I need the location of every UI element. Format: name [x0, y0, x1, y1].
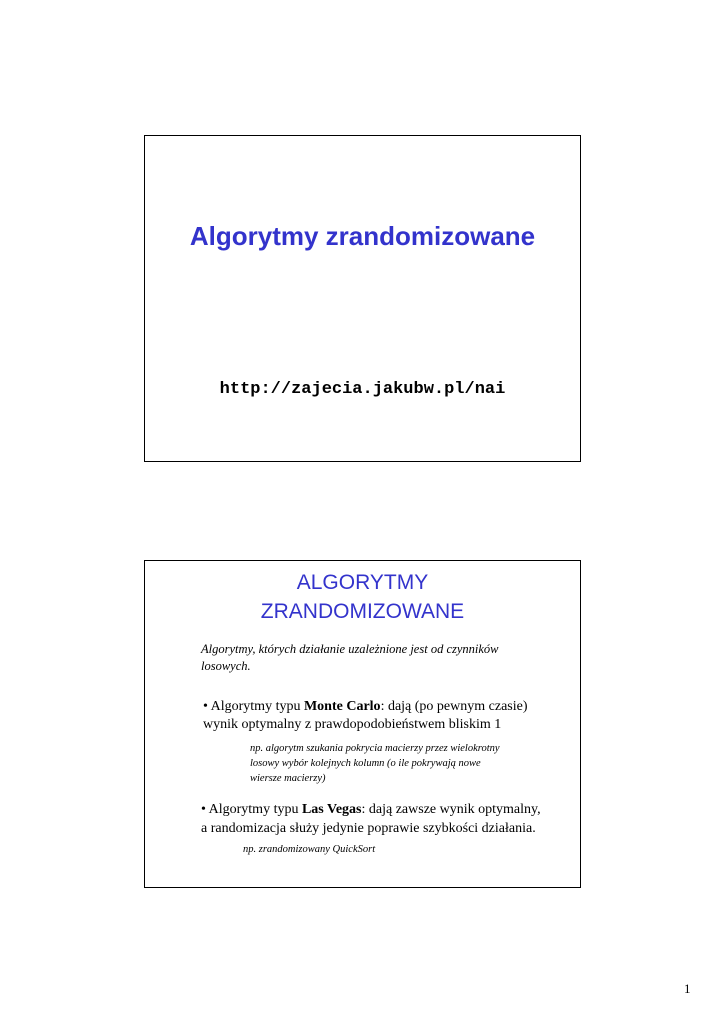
slide-heading-line: ZRANDOMIZOWANE [260, 600, 465, 623]
bullet-term: Las Vegas [301, 802, 362, 817]
example-line: np. algorytm szukania pokrycia macierzy przez wielokrotny [250, 743, 500, 754]
bullet-line: wynik optymalny z prawdopodobieństwem bliskim 1 [203, 717, 502, 732]
course-url: http://zajecia.jakubw.pl/nai [219, 380, 506, 399]
example-las-vegas: np. zrandomizowany QuickSort [243, 844, 376, 855]
definition-line: Algorytmy, których działanie uzależnione jest od czynników [201, 642, 499, 656]
bullet-rest: : dają (po pewnym czasie) [380, 699, 528, 714]
definition-text [201, 641, 566, 675]
example-line: wiersze macierzy) [250, 773, 326, 784]
bullet-term: Monte Carlo [303, 699, 381, 714]
content-slide [144, 560, 581, 888]
bullet-rest: : dają zawsze wynik optymalny, [361, 802, 541, 817]
bullet-line: a randomizacja służy jedynie poprawie szybkości działania. [201, 821, 536, 836]
bullet-line [203, 698, 573, 716]
slide-heading-line: ALGORYTMY [296, 571, 429, 594]
slide-heading [145, 568, 580, 626]
bullet-las-vegas [201, 800, 579, 838]
page-number: 1 [684, 981, 691, 996]
bullet-monte-carlo [203, 698, 573, 734]
example-monte-carlo [250, 741, 550, 786]
example-line: losowy wybór kolejnych kolumn (o ile pokrywają nowe [250, 758, 481, 769]
bullet-prefix: • Algorytmy typu [203, 699, 304, 714]
definition-line: losowych. [201, 659, 251, 673]
bullet-line [201, 800, 579, 819]
slide-title: Algorytmy zrandomizowane [189, 221, 536, 251]
title-slide [144, 135, 581, 462]
bullet-prefix: • Algorytmy typu [201, 802, 302, 817]
